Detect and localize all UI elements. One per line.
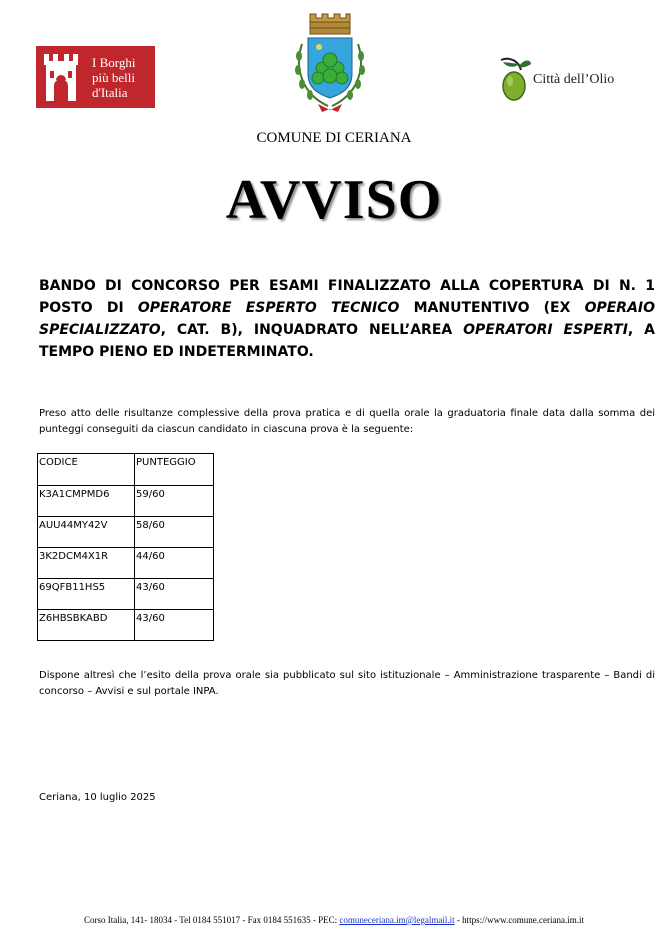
codice-cell: K3A1CMPMD6 (38, 486, 135, 517)
codice-cell: Z6HBSBKABD (38, 610, 135, 641)
table-row (38, 610, 214, 641)
borghi-piu-belli-logo (36, 46, 155, 108)
bando-text-1: BANDO DI CONCORSO PER ESAMI FINALIZZATO ALLA COPERTURA DI N. 1 POSTO DI (39, 278, 655, 316)
header-punteggio: PUNTEGGIO (135, 454, 214, 486)
dispone-paragraph: Dispone altresì che l’esito della prova orale sia pubblicato sul sito istituzionale – Amministrazione trasparente – Bandi di concorso – Avvisi e sul portale INPA. (39, 670, 655, 697)
place-date: Ceriana, 10 luglio 2025 (39, 792, 156, 803)
footer-address: Corso Italia, 141- 18034 - Tel 0184 551017 - Fax 0184 551635 - PEC: (83, 915, 340, 925)
punteggio-cell: 43/60 (135, 579, 214, 610)
punteggio-cell: 44/60 (135, 548, 214, 579)
header-codice: CODICE (38, 454, 135, 486)
graduatoria-table (37, 453, 214, 641)
table-row (38, 517, 214, 548)
coat-of-arms-icon (288, 8, 372, 116)
bando-italic-3: OPERATORI ESPERTI (463, 322, 628, 338)
codice-cell: 3K2DCM4X1R (38, 548, 135, 579)
page-title: AVVISO (225, 169, 443, 231)
crown-icon (310, 14, 350, 34)
citta-dell-olio-label: Città dell’Olio (533, 72, 615, 87)
bando-text-4: , A TEMPO PIENO ED INDETERMINATO. (39, 322, 655, 360)
punteggio-cell: 43/60 (135, 610, 214, 641)
borghi-logo-line2: più belli (92, 69, 135, 85)
table-row (38, 579, 214, 610)
citta-dell-olio-logo (497, 54, 622, 104)
punteggio-cell: 58/60 (135, 517, 214, 548)
codice-cell: AUU44MY42V (38, 517, 135, 548)
borghi-logo-line1: I Borghi (92, 54, 136, 70)
borghi-logo-line3: d'Italia (92, 84, 128, 100)
table-row (38, 486, 214, 517)
bando-italic-1: OPERATORE ESPERTO TECNICO (137, 300, 400, 316)
bando-text-2: MANUTENTIVO (EX (399, 300, 585, 316)
codice-cell: 69QFB11HS5 (38, 579, 135, 610)
table-header-row (38, 454, 214, 486)
bando-text-3: , CAT. B), INQUADRATO NELL’AREA (160, 322, 464, 338)
intro-paragraph: Preso atto delle risultanze complessive della prova pratica e di quella orale la graduatoria finale data dalla somma dei punteggi conseguiti da ciascun candidato in ciascuna prova è la seguente: (39, 408, 655, 435)
punteggio-cell: 59/60 (135, 486, 214, 517)
footer-contacts (0, 915, 668, 925)
castle-tower-icon (36, 46, 86, 108)
bando-title (39, 275, 655, 363)
comune-heading: COMUNE DI CERIANA (256, 130, 412, 146)
olive-icon (497, 54, 533, 104)
pec-email-link[interactable]: comuneceriana.im@legalmail.it (339, 915, 455, 925)
bando-italic-2: OPERAIO SPECIALIZZATO (39, 300, 656, 338)
footer-website: - https://www.comune.ceriana.im.it (454, 915, 585, 925)
table-row (38, 548, 214, 579)
